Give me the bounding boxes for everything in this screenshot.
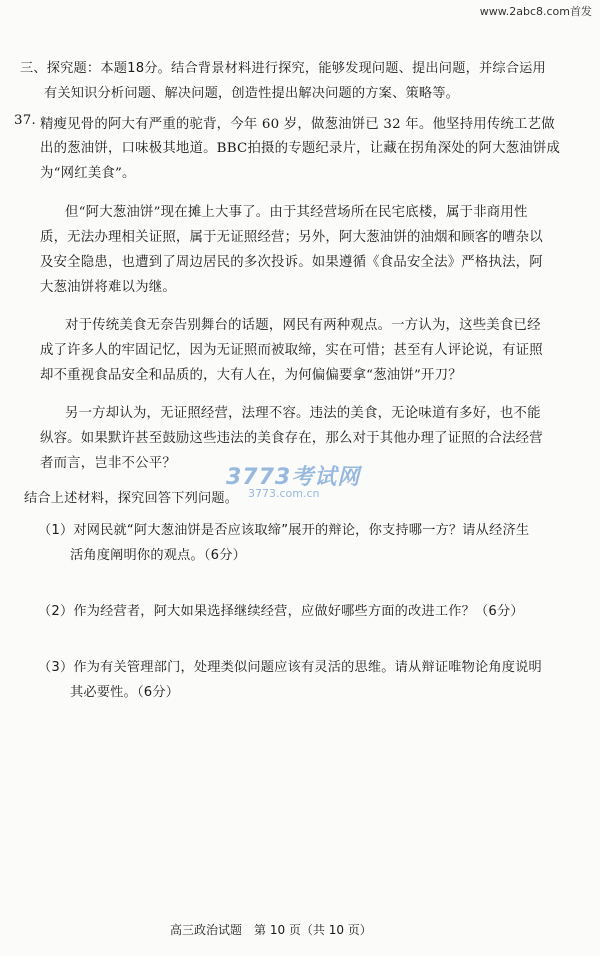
subquestion-2: （2）作为经营者，阿大如果选择继续经营，应做好哪些方面的改进工作？（6分） — [38, 604, 524, 619]
subquestion-3-line-2: 其必要性。（6分） — [70, 685, 180, 700]
para2-line-3: 及安全隐患，也遭到了周边居民的多次投诉。如果遵循《食品安全法》严格执法，阿 — [40, 255, 543, 270]
para3-line-3: 却不重视食品安全和品质的，大有人在，为何偏偏要拿“葱油饼”开刀？ — [40, 368, 462, 383]
subquestion-1-line-1: （1）对网民就“阿大葱油饼是否应该取缔”展开的辩论，你支持哪一方？请从经济生 — [38, 523, 530, 538]
watermark-url: 3773.com.cn — [248, 487, 320, 500]
site-tag: www.2abc8.com首发 — [479, 5, 592, 18]
page-footer: 高三政治试题 第 10 页（共 10 页） — [170, 923, 372, 937]
watermark-logo-text: 3773考试网 — [226, 465, 361, 490]
para4-line-3: 者而言，岂非不公平？ — [40, 456, 176, 471]
question-prompt: 结合上述材料，探究回答下列问题。 — [24, 491, 239, 506]
para2-line-4: 大葱油饼将难以为继。 — [40, 280, 176, 295]
para1-line-2: 出的葱油饼，口味极其地道。BBC拍摄的专题纪录片，让藏在拐角深处的阿大葱油饼成 — [40, 141, 561, 156]
para3-line-1: 对于传统美食无奈告别舞台的话题，网民有两种观点。一方认为，这些美食已经 — [65, 318, 541, 333]
section-heading-line-1: 三、探究题：本题18分。结合背景材料进行探究，能够发现问题、提出问题，并综合运用 — [20, 61, 546, 76]
para3-line-2: 成了许多人的牢固记忆，因为无证照而被取缔，实在可惜；甚至有人评论说，有证照 — [40, 343, 543, 358]
question-number: 37. — [14, 113, 36, 128]
para1-line-1: 精瘦见骨的阿大有严重的驼背，今年 60 岁，做葱油饼已 32 年。他坚持用传统工艺做 — [40, 117, 555, 132]
subquestion-1-line-2: 活角度阐明你的观点。（6分） — [70, 548, 247, 563]
section-heading-line-2: 有关知识分析问题、解决问题，创造性提出解决问题的方案、策略等。 — [44, 86, 460, 101]
para1-line-3: 为“网红美食”。 — [40, 166, 136, 181]
subquestion-3-line-1: （3）作为有关管理部门，处理类似问题应该有灵活的思维。请从辩证唯物论角度说明 — [38, 660, 542, 675]
para2-line-2: 质，无法办理相关证照，属于无证照经营；另外，阿大葱油饼的油烟和顾客的嘈杂以 — [40, 230, 543, 245]
watermark-logo — [226, 460, 386, 508]
para4-line-1: 另一方却认为，无证照经营，法理不容。违法的美食，无论味道有多好，也不能 — [65, 406, 541, 421]
para2-line-1: 但“阿大葱油饼”现在摊上大事了。由于其经营场所在民宅底楼，属于非商用性 — [65, 205, 528, 220]
para4-line-2: 纵容。如果默许甚至鼓励这些违法的美食存在，那么对于其他办理了证照的合法经营 — [40, 431, 543, 446]
